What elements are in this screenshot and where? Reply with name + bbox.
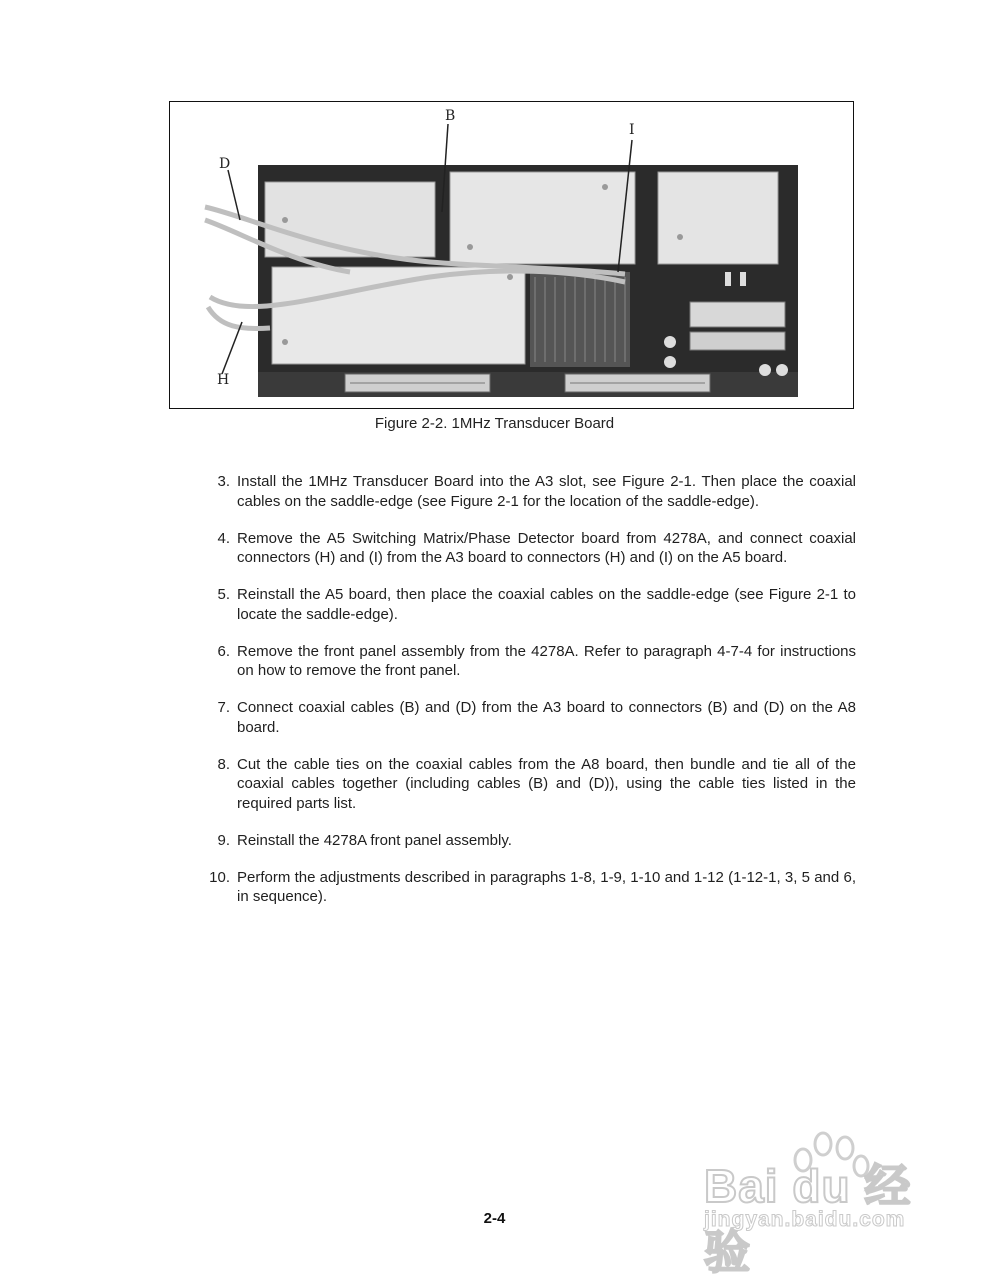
step-number: 5. xyxy=(217,586,230,603)
figure-frame xyxy=(169,101,854,409)
step-item xyxy=(200,585,856,624)
step-text: Remove the A5 Switching Matrix/Phase Detector board from 4278A, and connect coaxial connectors (H) and (I) from the A3 board to connectors (H) and (I) on the A5 board. xyxy=(237,529,856,566)
step-number: 3. xyxy=(217,473,230,490)
step-text: Connect coaxial cables (B) and (D) from the A3 board to connectors (B) and (D) on the A8 board. xyxy=(237,699,856,736)
step-text: Reinstall the 4278A front panel assembly. xyxy=(237,831,512,849)
step-text: Remove the front panel assembly from the 4278A. Refer to paragraph 4-7-4 for instructions on how to remove the front panel. xyxy=(237,642,856,679)
step-text: Perform the adjustments described in paragraphs 1-8, 1-9, 1-10 and 1-12 (1-12-1, 3, 5 and 6, in sequence). xyxy=(237,868,856,905)
step-item xyxy=(200,529,856,568)
step-number: 8. xyxy=(217,755,230,773)
transducer-board-photo xyxy=(170,102,855,410)
step-item xyxy=(200,831,856,851)
step-text: Reinstall the A5 board, then place the coaxial cables on the saddle-edge (see Figure 2-1 to locate the saddle-edge). xyxy=(237,586,856,623)
step-number: 7. xyxy=(217,699,230,716)
callout-h-label: H xyxy=(217,372,230,388)
procedure-steps xyxy=(200,472,856,924)
step-number: 4. xyxy=(217,529,230,547)
watermark-logo: Bai du 经验 xyxy=(704,1160,912,1278)
step-number: 9. xyxy=(217,831,230,849)
step-text: Cut the cable ties on the coaxial cables from the A8 board, then bundle and tie all of the coaxial cables together (including cables (B) and (D)), using the cable ties listed in the required parts list. xyxy=(237,755,856,812)
step-item xyxy=(200,642,856,681)
step-item xyxy=(200,868,856,907)
page-number: 2-4 xyxy=(483,1210,506,1227)
watermark-url: jingyan.baidu.com xyxy=(704,1208,906,1231)
step-item xyxy=(200,755,856,814)
figure-caption: Figure 2-2. 1MHz Transducer Board xyxy=(374,415,615,432)
callout-d-label: D xyxy=(219,156,231,172)
step-item xyxy=(200,472,856,511)
baidu-watermark xyxy=(700,1138,945,1278)
callout-i-label: I xyxy=(629,122,635,138)
step-number: 10. xyxy=(209,868,230,886)
step-item xyxy=(200,698,856,737)
step-text: Install the 1MHz Transducer Board into the A3 slot, see Figure 2-1. Then place the coaxial cables on the saddle-edge (see Figure 2-1 for the location of the saddle-edge). xyxy=(237,473,856,510)
callout-b-label: B xyxy=(445,108,456,124)
step-number: 6. xyxy=(217,642,230,660)
